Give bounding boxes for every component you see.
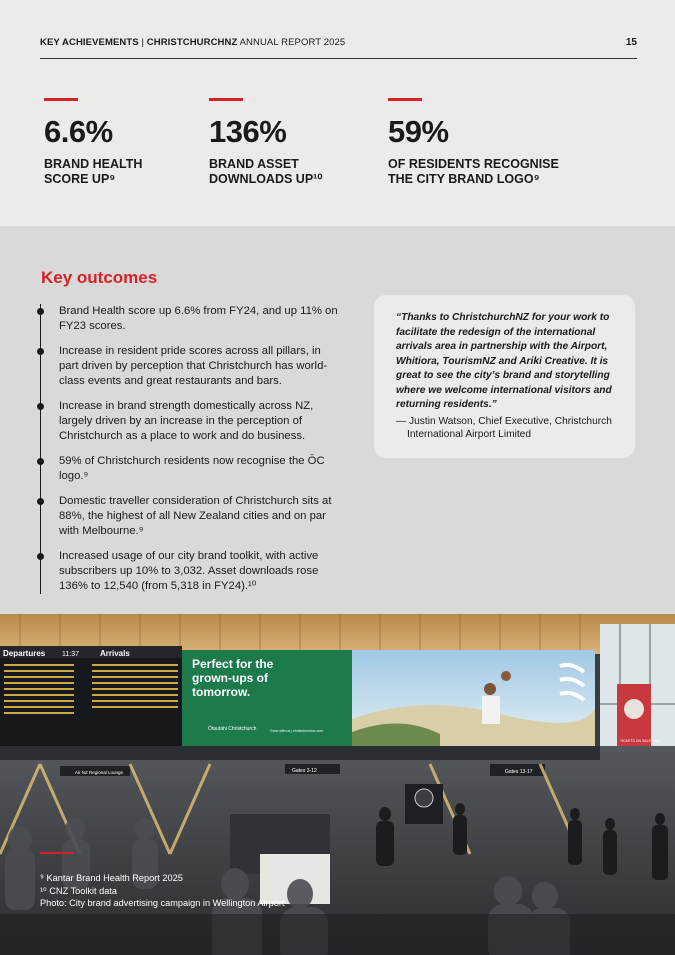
stat-logo-recognition [388, 98, 559, 187]
footnotes [40, 852, 284, 910]
ad-headline-1: Perfect for the [192, 657, 274, 671]
stat-value: 6.6% [44, 114, 113, 149]
stat-value: 59% [388, 114, 449, 149]
departures-label: Departures [3, 649, 46, 658]
key-outcomes-section [0, 226, 675, 614]
stat-brand-health [44, 98, 142, 187]
stat-label: BRAND HEALTH SCORE UP⁹ [44, 157, 143, 186]
departures-time: 11:37 [62, 651, 79, 658]
outcome-item: Domestic traveller consideration of Christchurch sits at 88%, the highest of all New Zealand cities and on par with Melbourne.⁹ [41, 494, 340, 539]
photo-caption: Photo: City brand advertising campaign in Wellington Airport [40, 898, 285, 908]
testimonial-quote [374, 295, 635, 458]
ad-headline-2: grown-ups of [192, 671, 268, 685]
ad-logo: Ōtautahi Christchurch [208, 726, 257, 732]
header-separator: | [138, 37, 147, 48]
stat-label: OF RESIDENTS RECOGNISE THE CITY BRAND LOGO⁹ [388, 157, 559, 186]
quote-text: “Thanks to ChristchurchNZ for your work to facilitate the redesign of the international arrivals area in partnership with the Airport, Whitiora, TourismNZ and Ariki Creative. It is great to see the city’s brand and storytelling where we welcome international visitors and returning residents.” [396, 312, 612, 410]
stat-asset-downloads [209, 98, 322, 187]
header-title [40, 37, 345, 48]
stat-value: 136% [209, 114, 287, 149]
stat-accent-bar [388, 98, 422, 101]
footnote-accent-bar [40, 852, 74, 854]
page-header [40, 37, 637, 59]
header-section: KEY ACHIEVEMENTS [40, 37, 139, 48]
header-report: ANNUAL REPORT 2025 [237, 37, 346, 48]
header-brand: CHRISTCHURCHNZ [146, 37, 238, 48]
footnote-10: ¹⁰ CNZ Toolkit data [40, 885, 118, 896]
outcomes-list [40, 304, 340, 594]
ad-headline-3: tomorrow. [192, 685, 251, 699]
gate-sign-mid: Gates 3-12 [292, 768, 317, 774]
side-banner-text: TICKETS ON SALE NOW [620, 739, 661, 743]
outcome-item: Increase in resident pride scores across all pillars, in part driven by perception that Christchurch has world-class events and great restaurants and bars. [41, 344, 340, 389]
outcome-item: Increased usage of our city brand toolkit, with active subscribers up 10% to 3,032. Asset downloads rose 136% to 12,540 (from 5,318 in FY24).¹⁰ [41, 549, 340, 594]
outcome-item: Increase in brand strength domestically across NZ, largely driven by an increase in the perception of Christchurch as a place to work and do business. [41, 399, 340, 444]
ad-small-text: Grow with us | christchurchnz.com [270, 729, 324, 733]
arrivals-label: Arrivals [100, 649, 130, 658]
outcome-item: 59% of Christchurch residents now recognise the ŌC logo.⁹ [41, 454, 340, 484]
stat-accent-bar [209, 98, 243, 101]
stat-accent-bar [44, 98, 78, 101]
quote-attribution: — Justin Watson, Chief Executive, Christchurch International Airport Limited [396, 415, 612, 440]
airport-photo [0, 614, 675, 955]
gate-sign-left: Air NZ Regional Lounge [75, 770, 124, 775]
stat-label: BRAND ASSET DOWNLOADS UP¹⁰ [209, 157, 323, 186]
gate-sign-right: Gates 13-17 [505, 769, 533, 775]
footnote-9: ⁹ Kantar Brand Health Report 2025 [40, 873, 183, 883]
outcome-item: Brand Health score up 6.6% from FY24, and up 11% on FY23 scores. [41, 304, 340, 334]
key-outcomes-title: Key outcomes [41, 268, 158, 287]
page-number: 15 [625, 37, 637, 48]
